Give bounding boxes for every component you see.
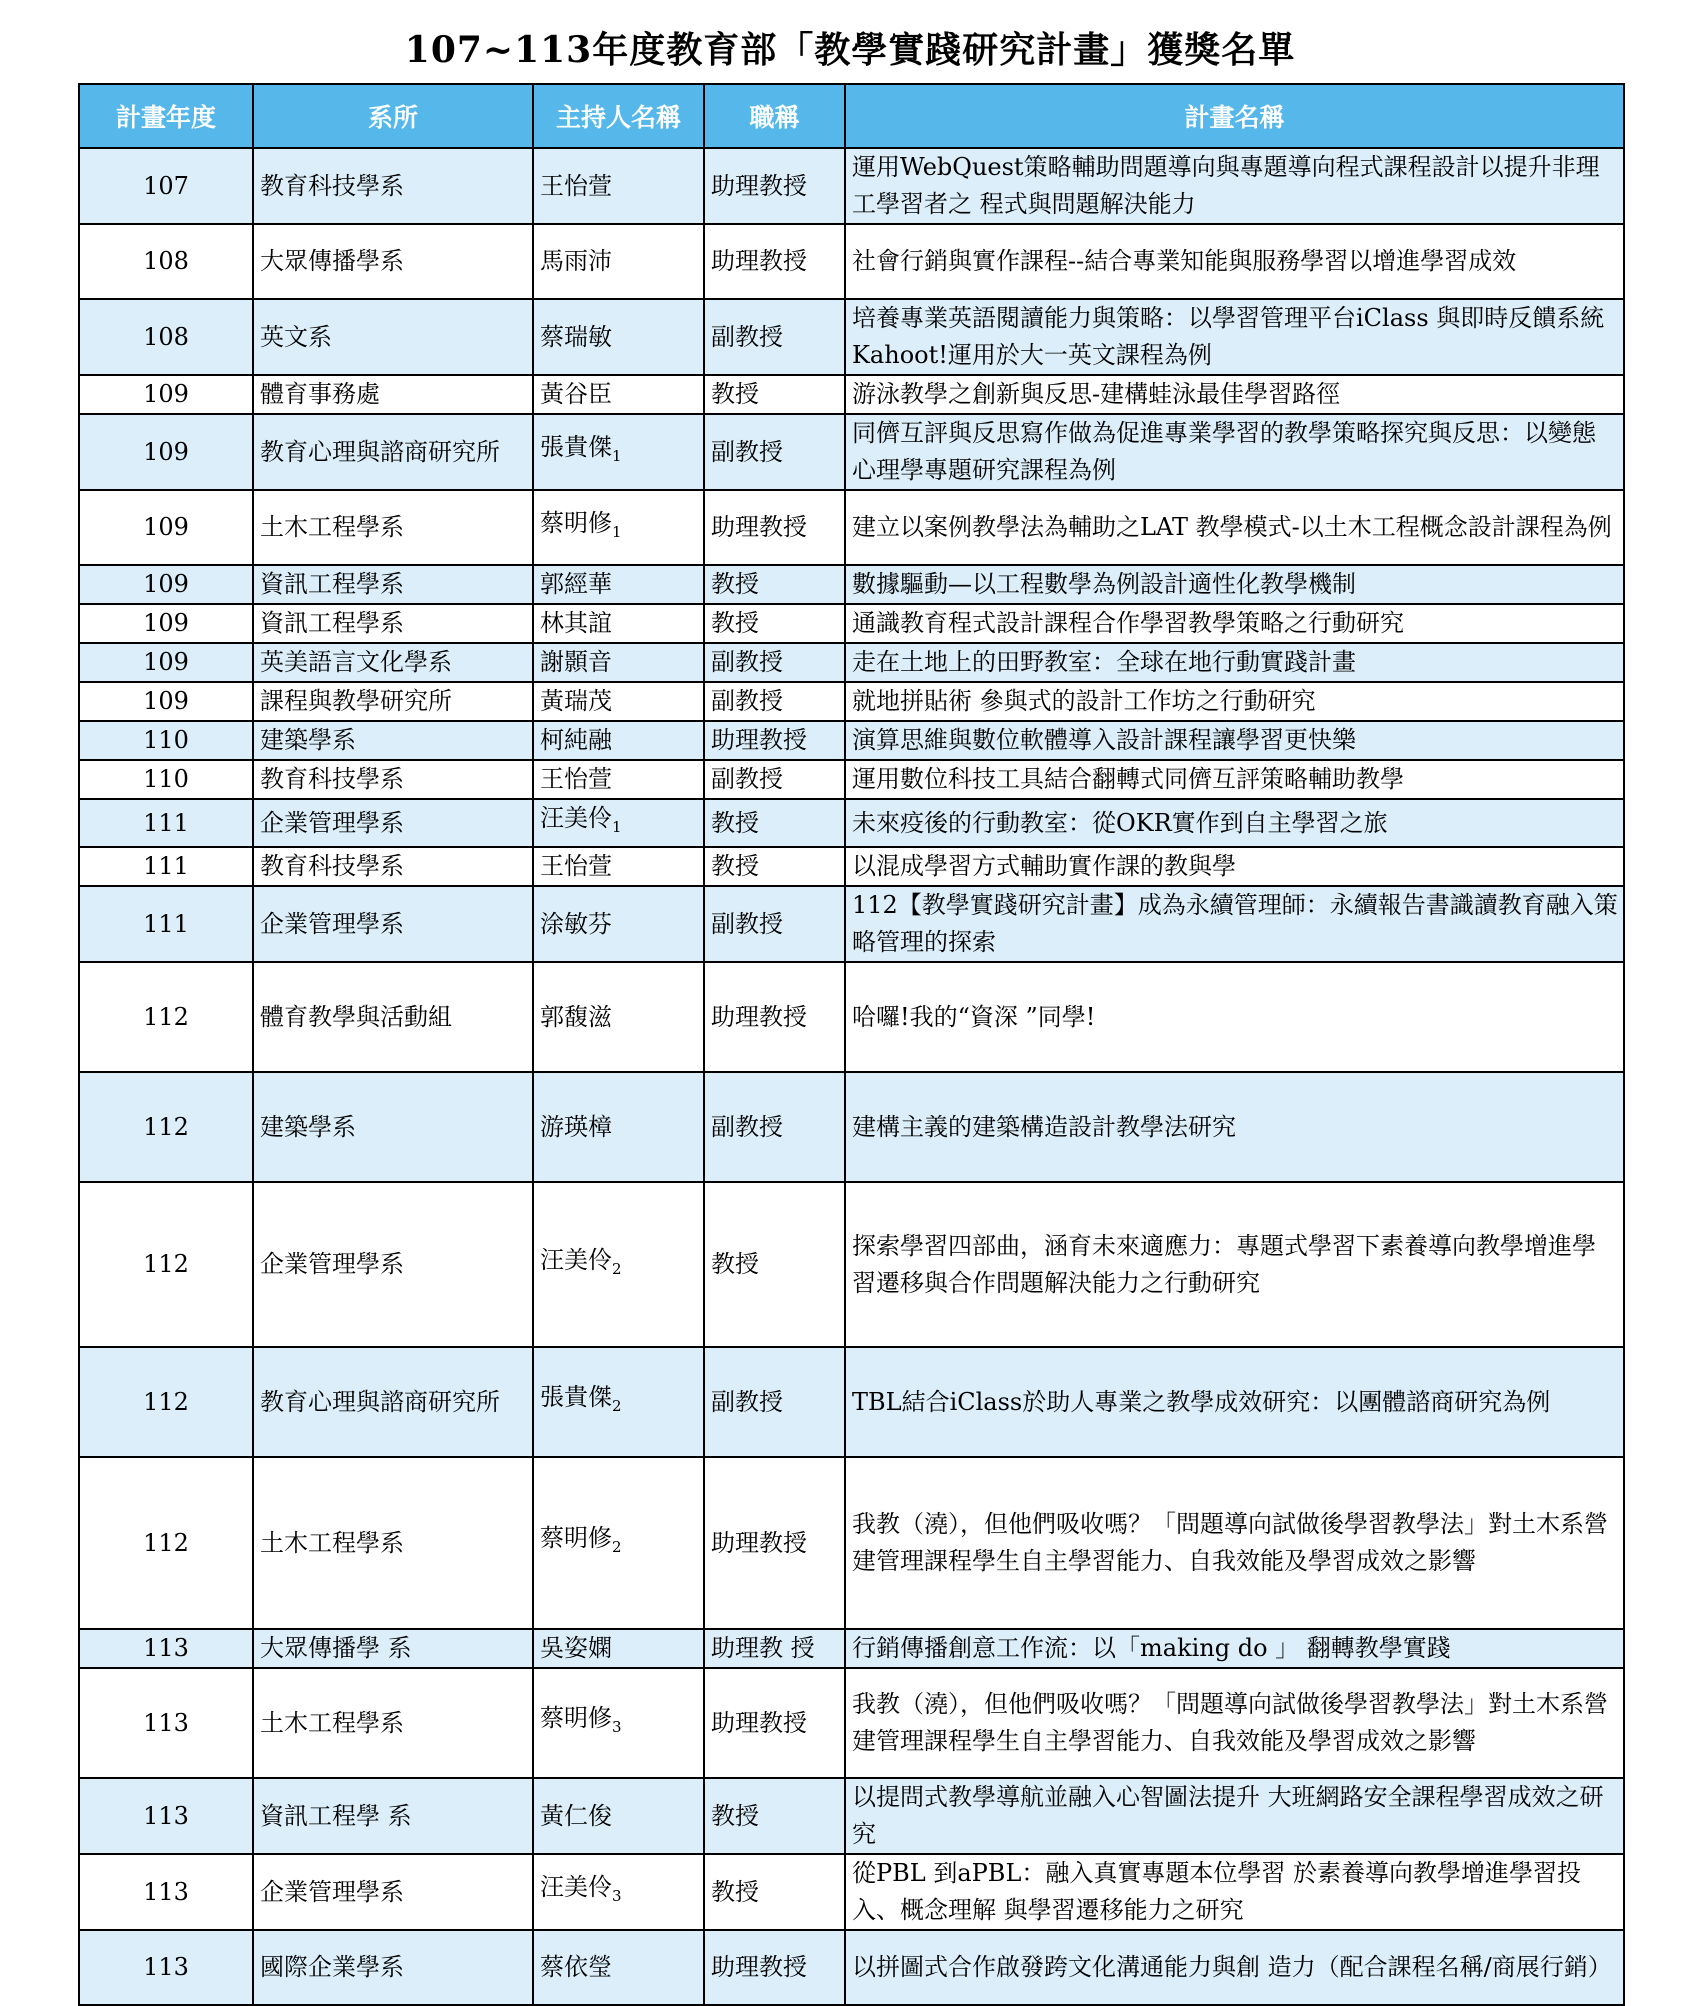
cell-project-name: 從PBL 到aPBL：融入真實專題本位學習 於素養導向教學增進學習投入、概念理解 與學習遷移能力之研究 <box>845 1854 1624 1930</box>
cell-project-name: 探索學習四部曲，涵育未來適應力：專題式學習下素養導向教學增進學習遷移與合作問題解決能力之行動研究 <box>845 1182 1624 1347</box>
host-index: 2 <box>612 1538 622 1556</box>
host-index: 3 <box>612 1718 622 1736</box>
cell-year: 113 <box>79 1629 253 1668</box>
table-row <box>79 799 1624 847</box>
cell-year: 110 <box>79 760 253 799</box>
table-row <box>79 886 1624 962</box>
host-name: 黃仁俊 <box>540 1801 612 1830</box>
cell-department: 建築學系 <box>253 721 533 760</box>
host-name: 郭馥滋 <box>540 1002 612 1031</box>
cell-host <box>533 1072 704 1182</box>
cell-host <box>533 1347 704 1457</box>
cell-job-title: 副教授 <box>704 886 845 962</box>
cell-job-title: 副教授 <box>704 682 845 721</box>
table-row <box>79 962 1624 1072</box>
cell-department: 企業管理學系 <box>253 1182 533 1347</box>
cell-project-name: 哈囉!我的“資深 ”同學! <box>845 962 1624 1072</box>
cell-year: 109 <box>79 565 253 604</box>
cell-department: 資訊工程學 系 <box>253 1778 533 1854</box>
cell-host <box>533 682 704 721</box>
host-index: 2 <box>612 1397 622 1415</box>
host-name: 黃谷臣 <box>540 380 612 408</box>
host-name: 張貴傑 <box>540 1383 612 1411</box>
cell-host <box>533 760 704 799</box>
table-row <box>79 375 1624 414</box>
cell-host <box>533 224 704 299</box>
cell-project-name: 數據驅動—以工程數學為例設計適性化教學機制 <box>845 565 1624 604</box>
cell-year: 113 <box>79 1668 253 1778</box>
cell-year: 109 <box>79 375 253 414</box>
cell-year: 109 <box>79 414 253 490</box>
table-row <box>79 414 1624 490</box>
host-name: 蔡瑞敏 <box>540 322 612 351</box>
table-row <box>79 760 1624 799</box>
cell-department: 體育事務處 <box>253 375 533 414</box>
table-row <box>79 1072 1624 1182</box>
cell-project-name: 運用數位科技工具結合翻轉式同儕互評策略輔助教學 <box>845 760 1624 799</box>
cell-job-title: 教授 <box>704 847 845 886</box>
table-row <box>79 1854 1624 1930</box>
cell-year: 112 <box>79 1182 253 1347</box>
cell-year: 111 <box>79 799 253 847</box>
cell-project-name: 演算思維與數位軟體導入設計課程讓學習更快樂 <box>845 721 1624 760</box>
cell-job-title: 副教授 <box>704 643 845 682</box>
cell-project-name: 以拼圖式合作啟發跨文化溝通能力與創 造力（配合課程名稱/商展行銷） <box>845 1930 1624 2005</box>
cell-job-title: 助理教授 <box>704 490 845 565</box>
cell-host <box>533 604 704 643</box>
cell-project-name: 建構主義的建築構造設計教學法研究 <box>845 1072 1624 1182</box>
cell-project-name: 我教（澆），但他們吸收嗎？「問題導向試做後學習教學法」對土木系營建管理課程學生自主學習能力、自我效能及學習成效之影響 <box>845 1668 1624 1778</box>
table-row <box>79 604 1624 643</box>
cell-job-title: 教授 <box>704 375 845 414</box>
cell-department: 企業管理學系 <box>253 799 533 847</box>
cell-job-title: 助理教授 <box>704 1930 845 2005</box>
table-row <box>79 1347 1624 1457</box>
host-name: 蔡依瑩 <box>540 1953 612 1981</box>
cell-job-title: 助理教授 <box>704 962 845 1072</box>
header-department: 系所 <box>253 84 533 148</box>
cell-host <box>533 414 704 490</box>
cell-year: 113 <box>79 1930 253 2005</box>
table-row <box>79 490 1624 565</box>
host-name: 游瑛樟 <box>540 1112 612 1141</box>
table-row <box>79 847 1624 886</box>
cell-department: 教育心理與諮商研究所 <box>253 1347 533 1457</box>
host-name: 蔡明修 <box>540 508 612 537</box>
cell-host <box>533 1930 704 2005</box>
cell-year: 112 <box>79 1072 253 1182</box>
cell-host <box>533 847 704 886</box>
header-host: 主持人名稱 <box>533 84 704 148</box>
cell-job-title: 教授 <box>704 1182 845 1347</box>
cell-host <box>533 490 704 565</box>
host-name: 汪美伶 <box>540 804 612 832</box>
cell-project-name: 112【教學實踐研究計畫】成為永續管理師：永續報告書識讀教育融入策略管理的探索 <box>845 886 1624 962</box>
host-name: 謝顥音 <box>540 648 612 676</box>
host-name: 王怡萱 <box>540 765 612 793</box>
cell-project-name: 我教（澆），但他們吸收嗎？「問題導向試做後學習教學法」對土木系營建管理課程學生自主學習能力、自我效能及學習成效之影響 <box>845 1457 1624 1629</box>
cell-year: 109 <box>79 490 253 565</box>
table-row <box>79 1668 1624 1778</box>
cell-job-title: 助理教授 <box>704 1668 845 1778</box>
cell-host <box>533 721 704 760</box>
table-header-row <box>79 84 1624 148</box>
cell-year: 111 <box>79 847 253 886</box>
table-row <box>79 148 1624 224</box>
host-name: 王怡萱 <box>540 852 612 880</box>
cell-job-title: 副教授 <box>704 1347 845 1457</box>
cell-project-name: 以提問式教學導航並融入心智圖法提升 大班網路安全課程學習成效之研究 <box>845 1778 1624 1854</box>
cell-year: 108 <box>79 224 253 299</box>
cell-host <box>533 799 704 847</box>
host-name: 王怡萱 <box>540 171 612 200</box>
cell-host <box>533 1457 704 1629</box>
table-row <box>79 682 1624 721</box>
cell-department: 課程與教學研究所 <box>253 682 533 721</box>
cell-project-name: 游泳教學之創新與反思-建構蛙泳最佳學習路徑 <box>845 375 1624 414</box>
table-row <box>79 643 1624 682</box>
table-row <box>79 1930 1624 2005</box>
cell-job-title: 教授 <box>704 565 845 604</box>
cell-host <box>533 1182 704 1347</box>
cell-department: 英美語言文化學系 <box>253 643 533 682</box>
cell-host <box>533 643 704 682</box>
table-row <box>79 565 1624 604</box>
cell-project-name: 運用WebQuest策略輔助問題導向與專題導向程式課程設計以提升非理工學習者之 程式與問題解決能力 <box>845 148 1624 224</box>
cell-job-title: 助理教 授 <box>704 1629 845 1668</box>
cell-host <box>533 1854 704 1930</box>
host-index: 3 <box>612 1887 622 1905</box>
table-row <box>79 299 1624 375</box>
host-name: 蔡明修 <box>540 1524 612 1552</box>
host-name: 郭經華 <box>540 570 612 598</box>
cell-project-name: 行銷傳播創意工作流：以「making do 」 翻轉教學實踐 <box>845 1629 1624 1668</box>
page-title: 107~113年度教育部「教學實踐研究計畫」獲獎名單 <box>404 29 1296 71</box>
cell-host <box>533 565 704 604</box>
cell-host <box>533 1778 704 1854</box>
cell-host <box>533 375 704 414</box>
cell-job-title: 助理教授 <box>704 721 845 760</box>
cell-year: 113 <box>79 1854 253 1930</box>
cell-project-name: 以混成學習方式輔助實作課的教與學 <box>845 847 1624 886</box>
table-row <box>79 224 1624 299</box>
cell-department: 大眾傳播學 系 <box>253 1629 533 1668</box>
cell-year: 112 <box>79 962 253 1072</box>
cell-project-name: 未來疫後的行動教室：從OKR實作到自主學習之旅 <box>845 799 1624 847</box>
cell-project-name: 通識教育程式設計課程合作學習教學策略之行動研究 <box>845 604 1624 643</box>
cell-job-title: 副教授 <box>704 1072 845 1182</box>
cell-department: 國際企業學系 <box>253 1930 533 2005</box>
cell-department: 土木工程學系 <box>253 490 533 565</box>
cell-department: 教育科技學系 <box>253 148 533 224</box>
cell-department: 資訊工程學系 <box>253 604 533 643</box>
cell-job-title: 教授 <box>704 604 845 643</box>
cell-project-name: 同儕互評與反思寫作做為促進專業學習的教學策略探究與反思：以變態心理學專題研究課程為例 <box>845 414 1624 490</box>
cell-year: 112 <box>79 1347 253 1457</box>
cell-year: 111 <box>79 886 253 962</box>
host-name: 林其誼 <box>540 609 612 637</box>
host-name: 蔡明修 <box>540 1704 612 1732</box>
header-job-title: 職稱 <box>704 84 845 148</box>
cell-host <box>533 1629 704 1668</box>
cell-department: 資訊工程學系 <box>253 565 533 604</box>
host-name: 馬雨沛 <box>540 247 612 275</box>
cell-job-title: 助理教授 <box>704 224 845 299</box>
cell-job-title: 副教授 <box>704 299 845 375</box>
cell-project-name: TBL結合iClass於助人專業之教學成效研究：以團體諮商研究為例 <box>845 1347 1624 1457</box>
table-row <box>79 1778 1624 1854</box>
cell-department: 土木工程學系 <box>253 1668 533 1778</box>
cell-project-name: 就地拼貼術 參與式的設計工作坊之行動研究 <box>845 682 1624 721</box>
host-name: 黃瑞茂 <box>540 687 612 715</box>
cell-host <box>533 148 704 224</box>
cell-project-name: 培養專業英語閱讀能力與策略：以學習管理平台iClass 與即時反饋系統Kahoot!運用於大一英文課程為例 <box>845 299 1624 375</box>
cell-job-title: 助理教授 <box>704 148 845 224</box>
award-table <box>78 83 1625 2006</box>
cell-job-title: 教授 <box>704 1778 845 1854</box>
cell-year: 110 <box>79 721 253 760</box>
cell-department: 教育科技學系 <box>253 847 533 886</box>
cell-host <box>533 299 704 375</box>
table-row <box>79 721 1624 760</box>
cell-job-title: 副教授 <box>704 414 845 490</box>
host-index: 1 <box>612 447 622 465</box>
host-name: 張貴傑 <box>540 433 612 461</box>
cell-job-title: 助理教授 <box>704 1457 845 1629</box>
cell-year: 109 <box>79 604 253 643</box>
host-name: 涂敏芬 <box>540 909 612 938</box>
table-row <box>79 1629 1624 1668</box>
cell-department: 企業管理學系 <box>253 886 533 962</box>
cell-year: 112 <box>79 1457 253 1629</box>
cell-job-title: 教授 <box>704 1854 845 1930</box>
host-name: 柯純融 <box>540 726 612 754</box>
cell-year: 107 <box>79 148 253 224</box>
header-project-name: 計畫名稱 <box>845 84 1624 148</box>
cell-department: 企業管理學系 <box>253 1854 533 1930</box>
cell-year: 108 <box>79 299 253 375</box>
host-name: 吳姿嫻 <box>540 1634 612 1662</box>
cell-host <box>533 1668 704 1778</box>
header-year: 計畫年度 <box>79 84 253 148</box>
cell-project-name: 建立以案例教學法為輔助之LAT 教學模式-以土木工程概念設計課程為例 <box>845 490 1624 565</box>
cell-year: 113 <box>79 1778 253 1854</box>
cell-year: 109 <box>79 643 253 682</box>
host-name: 汪美伶 <box>540 1245 612 1274</box>
host-index: 1 <box>612 818 622 836</box>
cell-host <box>533 962 704 1072</box>
cell-host <box>533 886 704 962</box>
host-index: 2 <box>612 1259 622 1278</box>
table-row <box>79 1457 1624 1629</box>
host-index: 1 <box>612 522 622 541</box>
cell-year: 109 <box>79 682 253 721</box>
cell-department: 大眾傳播學系 <box>253 224 533 299</box>
cell-project-name: 社會行銷與實作課程--結合專業知能與服務學習以增進學習成效 <box>845 224 1624 299</box>
host-name: 汪美伶 <box>540 1873 612 1901</box>
cell-department: 體育教學與活動組 <box>253 962 533 1072</box>
cell-project-name: 走在土地上的田野教室：全球在地行動實踐計畫 <box>845 643 1624 682</box>
cell-department: 土木工程學系 <box>253 1457 533 1629</box>
cell-job-title: 副教授 <box>704 760 845 799</box>
cell-department: 建築學系 <box>253 1072 533 1182</box>
cell-department: 教育心理與諮商研究所 <box>253 414 533 490</box>
cell-job-title: 教授 <box>704 799 845 847</box>
cell-department: 教育科技學系 <box>253 760 533 799</box>
cell-department: 英文系 <box>253 299 533 375</box>
table-row <box>79 1182 1624 1347</box>
